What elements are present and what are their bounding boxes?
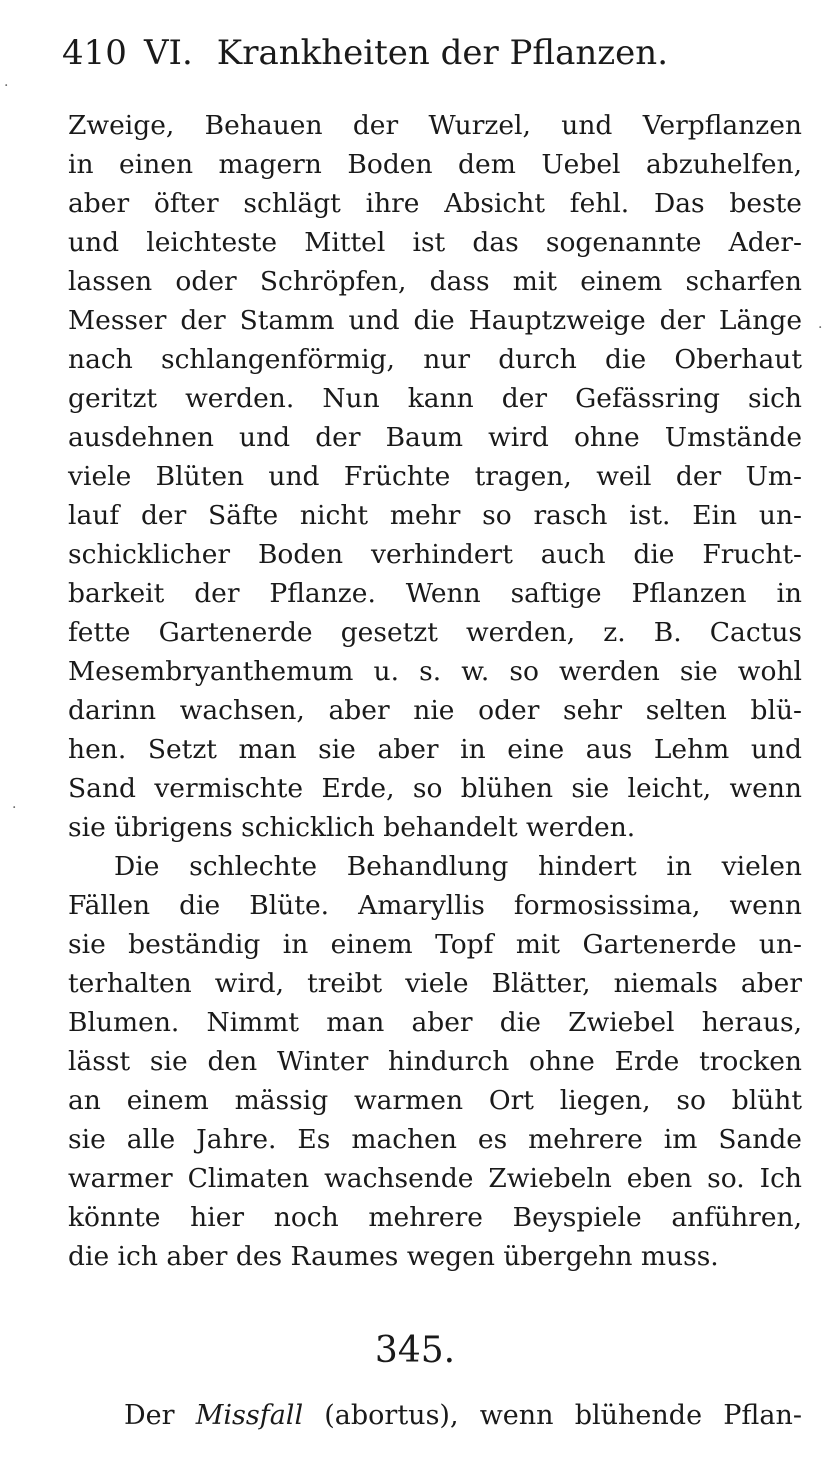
text-line: in einen magern Boden dem Uebel abzuhelfen, [68,149,802,180]
margin-speck: · [12,800,17,816]
text-line: an einem mässig warmen Ort liegen, so blüht [68,1085,802,1116]
trailing-lead: Der [124,1400,175,1431]
paragraph-start-line: Die schlechte Behandlung hindert in vielen [114,851,802,882]
text-line: viele Blüten und Früchte tragen, weil der Um- [68,461,802,492]
body-text [68,106,802,1276]
page-number: 410 [62,33,127,73]
text-line: Messer der Stamm und die Hauptzweige der Länge [68,305,802,336]
text-line: Fällen die Blüte. Amaryllis formosissima, wenn [68,890,802,921]
section-number: 345. [374,1330,456,1371]
text-line: lassen oder Schröpfen, dass mit einem scharfen [68,266,802,297]
text-line: könnte hier noch mehrere Beyspiele anführen, [68,1202,802,1233]
text-line: terhalten wird, treibt viele Blätter, niemals aber [68,968,802,999]
margin-speck: · [818,320,823,336]
trailing-term: Missfall [195,1400,304,1431]
text-line: Sand vermischte Erde, so blühen sie leicht, wenn [68,773,802,804]
text-line: barkeit der Pflanze. Wenn saftige Pflanzen in [68,578,802,609]
margin-speck: · [4,78,9,94]
text-line: darinn wachsen, aber nie oder sehr selten blü- [68,695,802,726]
text-line: geritzt werden. Nun kann der Gefässring sich [68,383,802,414]
chapter-title: Krankheiten der Pflanzen. [216,33,669,73]
text-line: Mesembryanthemum u. s. w. so werden sie wohl [68,656,802,687]
paragraph-end-line: die ich aber des Raumes wegen übergehn muss. [68,1241,719,1272]
text-line: lauf der Säfte nicht mehr so rasch ist. Ein un- [68,500,802,531]
text-line: lässt sie den Winter hindurch ohne Erde trocken [68,1046,802,1077]
paragraph-end-line: sie übrigens schicklich behandelt werden. [68,812,636,843]
text-line: Zweige, Behauen der Wurzel, und Verpflanzen [68,110,802,141]
text-line: hen. Setzt man sie aber in eine aus Lehm und [68,734,802,765]
text-line: schicklicher Boden verhindert auch die Frucht- [68,539,802,570]
text-line: und leichteste Mittel ist das sogenannte Ader- [68,227,802,258]
text-line: sie alle Jahre. Es machen es mehrere im Sande [68,1124,802,1155]
trailing-line [124,1396,802,1436]
trailing-rest: (abortus), wenn blühende Pflan- [324,1400,802,1431]
text-line: fette Gartenerde gesetzt werden, z. B. Cactus [68,617,802,648]
text-line: warmer Climaten wachsende Zwiebeln eben so. Ich [68,1163,802,1194]
text-line: aber öfter schlägt ihre Absicht fehl. Das beste [68,188,802,219]
text-line: ausdehnen und der Baum wird ohne Umstände [68,422,802,453]
chapter-number: VI. [144,33,193,73]
running-header [62,28,802,78]
text-line: sie beständig in einem Topf mit Gartenerde un- [68,929,802,960]
text-line: Blumen. Nimmt man aber die Zwiebel heraus, [68,1007,802,1038]
text-line: nach schlangenförmig, nur durch die Oberhaut [68,344,802,375]
